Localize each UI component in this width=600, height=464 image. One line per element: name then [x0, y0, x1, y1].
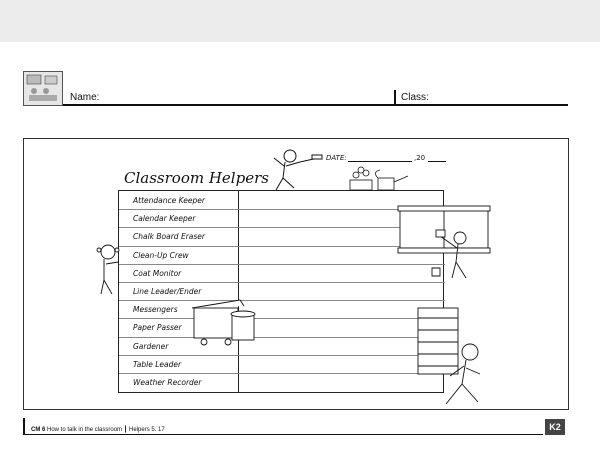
child-carrying-papers-icon	[418, 308, 480, 404]
task-label: Attendance Keeper	[133, 196, 205, 205]
footer-section: Helpers 5. 17	[129, 427, 165, 433]
task-label: Clean-Up Crew	[133, 250, 189, 260]
task-label: Line Leader/Ender	[133, 287, 202, 296]
task-label: Weather Recorder	[133, 378, 202, 387]
footer-tick	[23, 418, 25, 435]
footer: CM 6 How to talk in the classroom ┃ Helpers 5. 17	[31, 427, 165, 433]
task-label: Paper Passer	[133, 323, 182, 333]
task-label: Calendar Keeper	[133, 214, 196, 224]
worksheet-title: Classroom Helpers	[124, 169, 269, 187]
footer-text: How to talk in the classroom	[47, 427, 123, 433]
task-label: Messengers	[133, 305, 178, 315]
watering-can-icon	[375, 170, 408, 190]
child-cleaning-window-icon	[398, 206, 490, 278]
date-year: ,20	[414, 154, 426, 162]
trash-bins-icon	[192, 300, 255, 345]
class-label: Class:	[401, 92, 429, 103]
footer-line	[23, 434, 543, 435]
task-label: Table Leader	[133, 359, 182, 369]
footer-code: CM 6	[31, 427, 46, 433]
date-label: DATE:	[326, 154, 347, 162]
task-label: Gardener	[133, 341, 169, 351]
running-child-icon	[274, 150, 322, 190]
publisher-logo: K2	[545, 419, 565, 435]
name-label: Name:	[70, 92, 100, 103]
task-label: Coat Monitor	[133, 268, 182, 278]
task-label: Chalk Board Eraser	[133, 232, 205, 242]
peeking-child-icon	[97, 245, 119, 294]
flowers-icon	[350, 167, 372, 190]
